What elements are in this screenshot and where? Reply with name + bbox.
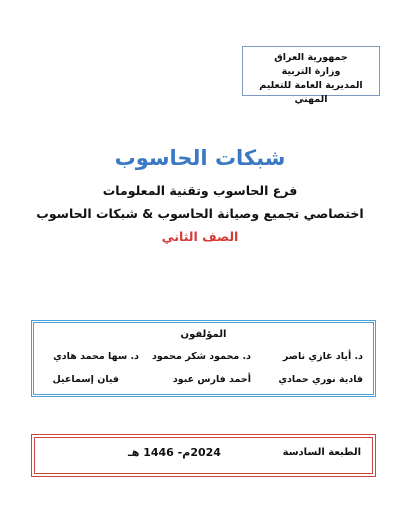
edition-box xyxy=(31,434,376,477)
edition-year: 2024م- 1446 هـ xyxy=(128,446,221,459)
specialization-subtitle: اختصاصي تجميع وصيانة الحاسوب & شبكات الحاسوب xyxy=(36,206,364,221)
author-name: فيان إسماعيل xyxy=(52,374,119,385)
ministry-line-education: وزارة التربية xyxy=(281,66,341,77)
author-name: أحمد فارس عبود xyxy=(172,374,251,385)
book-title: شبكات الحاسوب xyxy=(114,146,286,170)
edition-label: الطبعة السادسة xyxy=(282,447,361,458)
ministry-header-box xyxy=(242,46,380,105)
ministry-line-directorate: المديرية العامة للتعليم المهني xyxy=(259,80,363,105)
ministry-line-republic: جمهورية العراق xyxy=(274,52,348,63)
authors-box xyxy=(31,320,376,397)
authors-heading: المؤلفون xyxy=(180,329,227,340)
branch-subtitle: فرع الحاسوب وتقنية المعلومات xyxy=(102,183,298,198)
author-name: د. أياد غازي ناصر xyxy=(282,351,363,362)
author-name: د. محمود شكر محمود xyxy=(151,351,251,362)
author-name: د. سها محمد هادي xyxy=(53,351,139,362)
grade-label: الصف الثاني xyxy=(161,229,239,244)
author-name: فادية نوري حمادي xyxy=(278,374,363,385)
